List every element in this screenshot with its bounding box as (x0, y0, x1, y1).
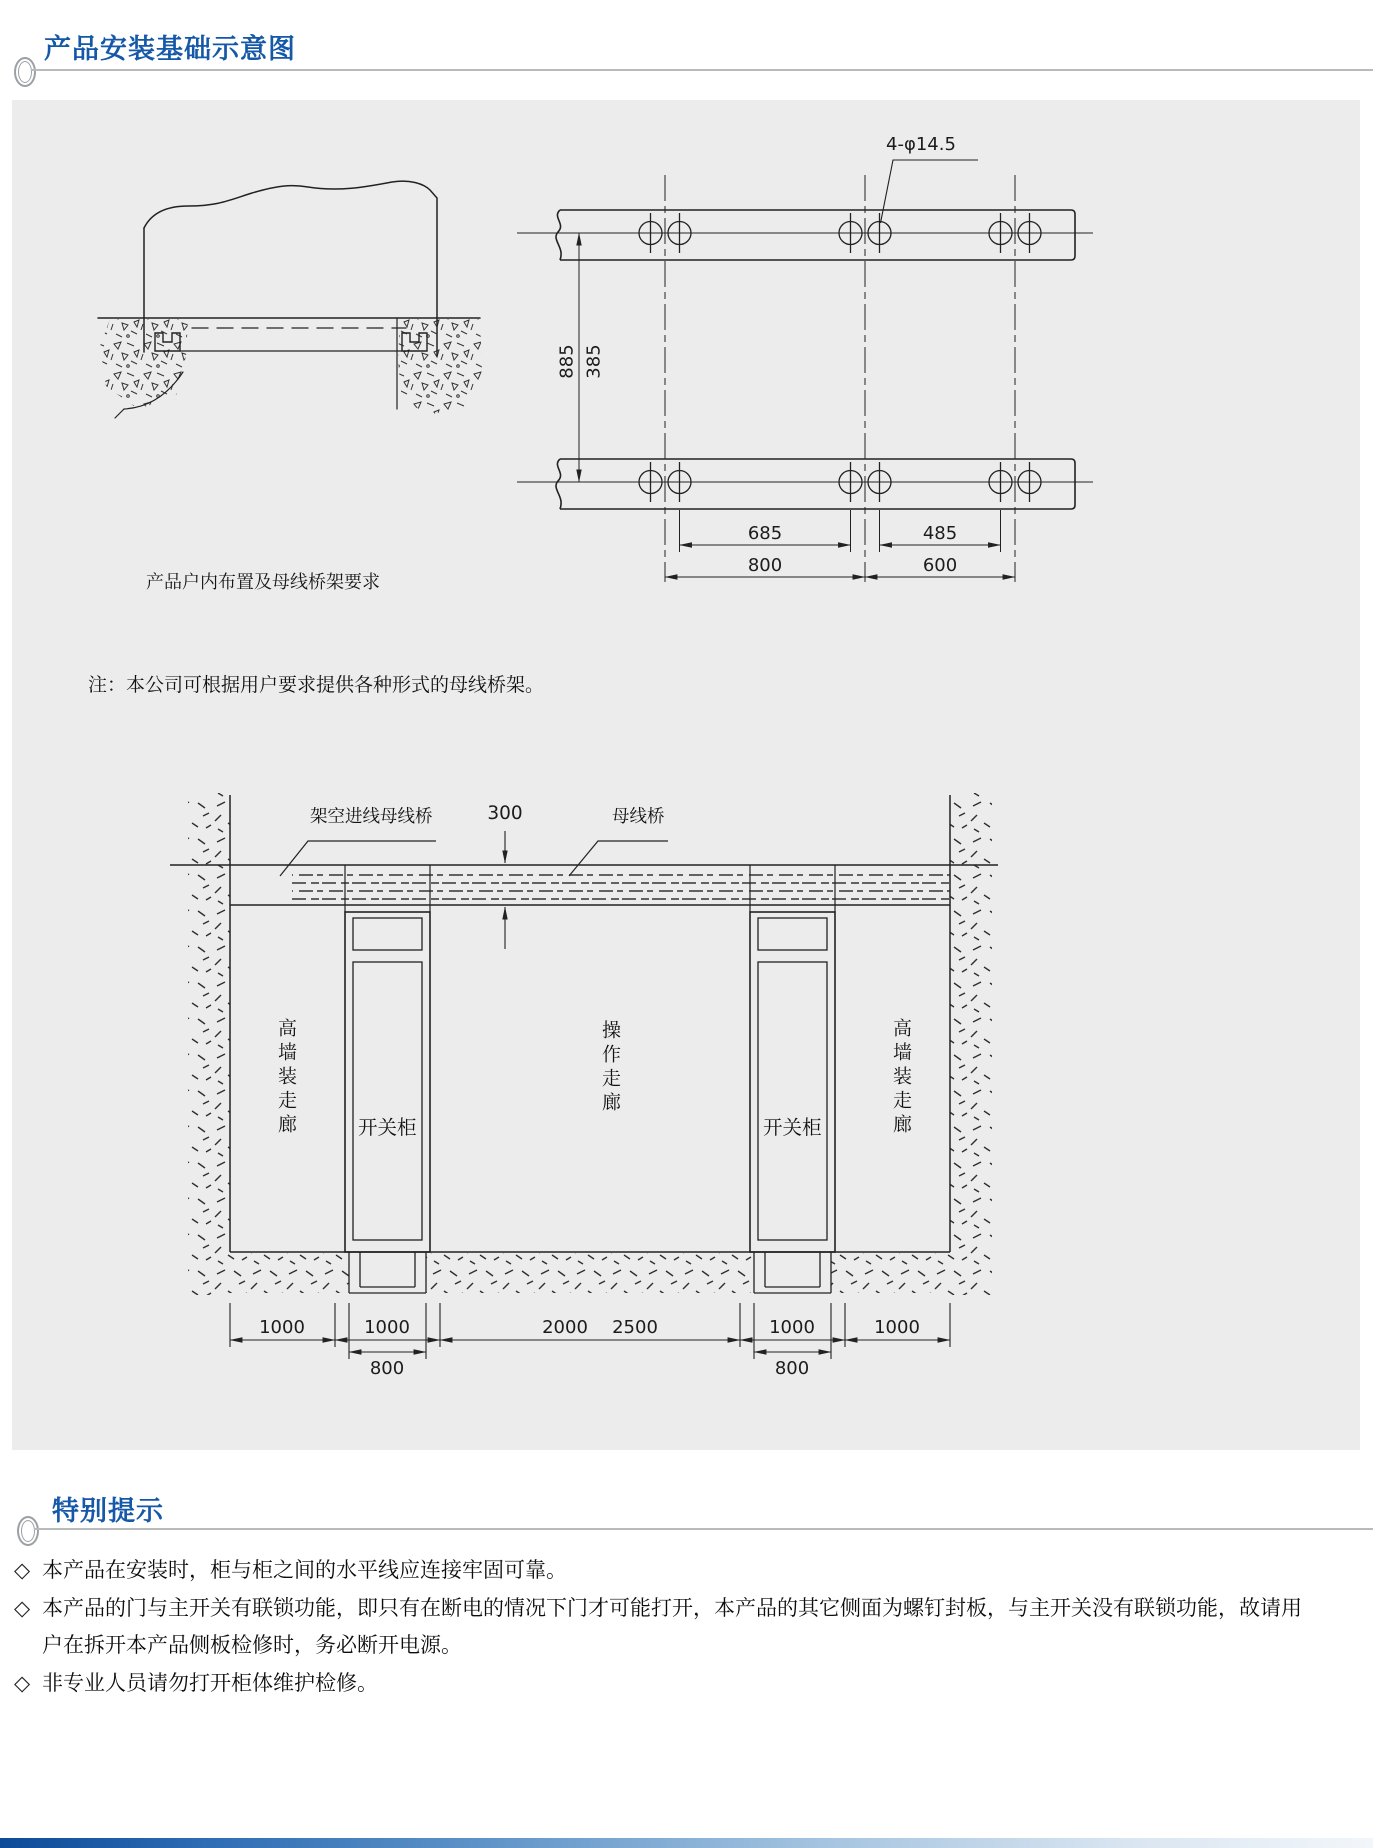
list-item (14, 1665, 1320, 1702)
cabinet-left-label: 开关柜 (358, 1117, 417, 1139)
notice-text: 非专业人员请勿打开柜体维护检修。 (42, 1672, 378, 1695)
busbar-bridge-band (292, 868, 950, 902)
note-text: 注：本公司可根据用户要求提供各种形式的母线桥架。 (88, 675, 545, 696)
hole-callout-leader (881, 160, 979, 223)
notice-text: 本产品的门与主开关有联锁功能，即只有在断电的情况下门才可能打开，本产品的其它侧面为螺钉封板，与主开关没有联锁功能，故请用户在拆开本产品侧板检修时，务必断开电源。 (42, 1597, 1302, 1657)
section-title-notice: 特别提示 (52, 1496, 164, 1526)
dim-bay-right: 1000 (769, 1317, 815, 1338)
cabinet-right-label: 开关柜 (763, 1117, 822, 1139)
overhead-bridge-label: 架空进线母线桥 (310, 806, 433, 826)
dim-corridor-right: 1000 (874, 1317, 920, 1338)
dim-corridor-left: 1000 (259, 1317, 305, 1338)
list-item (14, 1552, 1320, 1589)
diamond-bullet-icon: ◇ (14, 1672, 31, 1695)
indoor-layout-caption: 产品户内布置及母线桥架要求 (146, 572, 380, 592)
list-item (14, 1590, 1320, 1664)
section-ornament-icon (17, 1516, 39, 1546)
diamond-bullet-icon: ◇ (14, 1559, 31, 1582)
section-divider (31, 69, 1373, 71)
indoor-layout-drawing (80, 160, 490, 460)
dim-op-2500: 2500 (612, 1317, 658, 1338)
dim-485: 485 (922, 523, 958, 544)
footer-gradient-bar (0, 1838, 1373, 1848)
dim-800: 800 (747, 555, 783, 576)
dim-600: 600 (922, 555, 958, 576)
wall-left (188, 793, 230, 1295)
wall-right (950, 793, 992, 1295)
busbar-bridge-label: 母线桥 (612, 806, 665, 826)
diamond-bullet-icon: ◇ (14, 1597, 31, 1620)
corridor-left-label: 高墙装走廊 (275, 1018, 296, 1138)
section-ornament-icon (14, 57, 36, 87)
notice-text: 本产品在安装时，柜与柜之间的水平线应连接牢固可靠。 (42, 1559, 567, 1582)
dim-foundation-left: 800 (369, 1358, 405, 1379)
notice-list (14, 1552, 1362, 1702)
dim-685: 685 (747, 523, 783, 544)
floor-band-center (426, 1253, 754, 1293)
dim-885: 885 (556, 344, 578, 379)
floor-band-right (831, 1253, 950, 1293)
section-divider (34, 1528, 1373, 1530)
hole-callout-label: 4-φ14.5 (886, 134, 956, 155)
dim-op-2000: 2000 (542, 1317, 588, 1338)
dim-foundation-right: 800 (774, 1358, 810, 1379)
corridor-right-label: 高墙装走廊 (890, 1018, 911, 1138)
dim-bay-left: 1000 (364, 1317, 410, 1338)
section-title-install: 产品安装基础示意图 (44, 34, 296, 64)
cabinet-left-outline (345, 865, 430, 1252)
floor-band-left (230, 1253, 349, 1293)
dim-385: 385 (583, 344, 605, 379)
corridor-center-label: 操作走廊 (599, 1020, 620, 1116)
cabinet-right-outline (750, 865, 835, 1252)
rails (556, 210, 1075, 509)
bridge-height-300: 300 (487, 803, 523, 824)
diagram-panel (12, 100, 1360, 1450)
